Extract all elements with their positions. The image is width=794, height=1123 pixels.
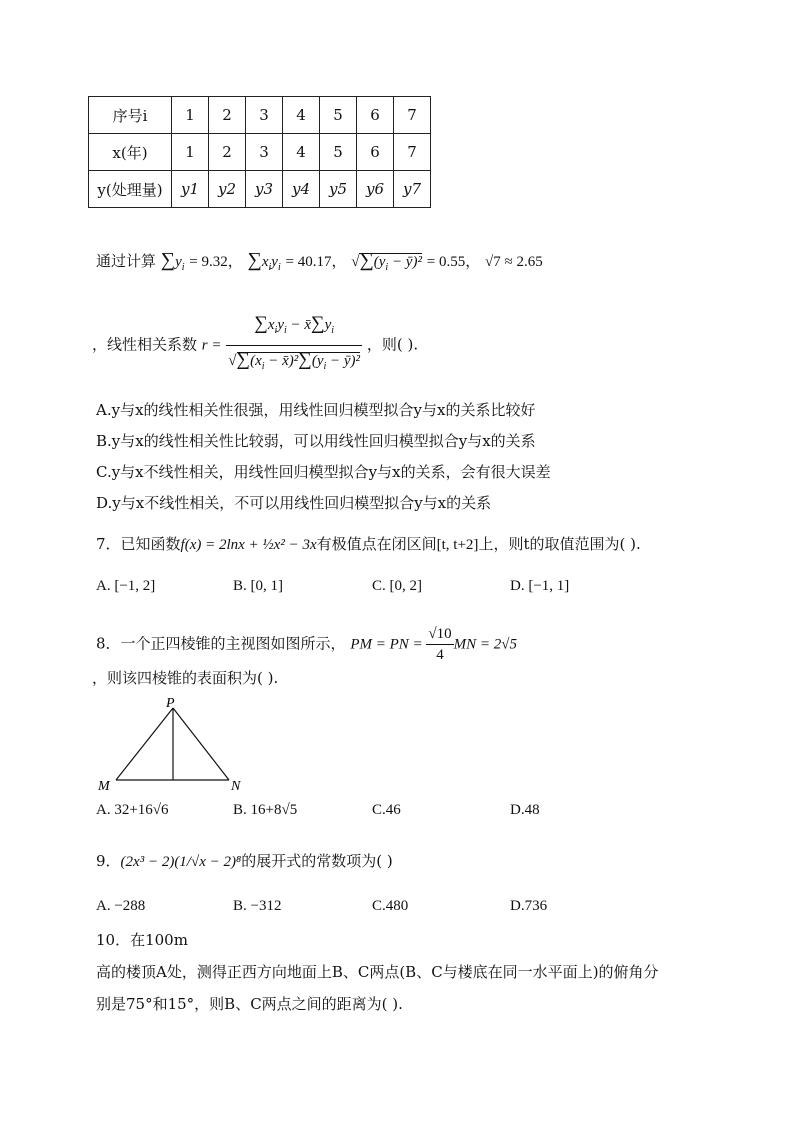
table-cell: 1 <box>172 134 209 171</box>
sum-y-value: = 9.32， <box>189 254 243 270</box>
sum-xy-var: $x_iy_i$ <box>261 254 281 273</box>
q9-stem-text: 的展开式的常数项为( ) <box>241 852 393 870</box>
row-header: x(年) <box>89 134 172 171</box>
table-cell: y6 <box>357 171 394 208</box>
table-cell: 1 <box>172 97 209 134</box>
sqrt7-value: √7 ≈ 2.65 <box>485 254 543 270</box>
edge-pm <box>116 708 173 780</box>
q9-option-c: C.480 <box>372 898 409 914</box>
q8-option-b: B. 16+8√5 <box>233 802 298 818</box>
q8-option-a: A. 32+16√6 <box>96 802 169 818</box>
q8-stem-b: ，则该四棱锥的表面积为( ). <box>92 669 279 687</box>
q7-stem-c: 上，则t的取值范围为( ). <box>478 535 641 553</box>
table-cell: y3 <box>246 171 283 208</box>
q8-fraction: $\frac{√10}{4}$ <box>428 626 452 663</box>
q8-pyramid-figure <box>96 694 256 794</box>
table-cell: y1 <box>172 171 209 208</box>
q8-stem-a: 8．一个正四棱锥的主视图如图所示， <box>96 634 346 653</box>
given-line <box>96 250 543 278</box>
r-formula-line <box>92 310 418 381</box>
table-cell: y5 <box>320 171 357 208</box>
table-cell: 2 <box>209 134 246 171</box>
r-prefix: ，线性相关系数 <box>92 335 198 354</box>
table-cell: 5 <box>320 134 357 171</box>
q8-cond-b: MN = 2√5 <box>453 636 517 653</box>
q8-option-d: D.48 <box>510 802 540 818</box>
label-n: N <box>231 779 241 794</box>
q8-cond: PM = PN = <box>350 636 427 653</box>
table-cell: 7 <box>394 134 431 171</box>
table-cell: 2 <box>209 97 246 134</box>
q8-option-c: C.46 <box>372 802 401 818</box>
q7-stem-b: 有极值点在闭区间 <box>316 535 437 553</box>
table-cell: y4 <box>283 171 320 208</box>
q7-option-d: D. [−1, 1] <box>510 578 570 594</box>
q8-stem <box>96 624 517 665</box>
q7-interval: [t, t+2] <box>436 537 479 553</box>
q10-line2: 高的楼顶A处，测得正西方向地面上B、C两点(B、C与楼底在同一水平面上)的俯角分 <box>96 963 659 981</box>
table-cell: y7 <box>394 171 431 208</box>
q9-option-a: A. −288 <box>96 898 146 914</box>
q7-stem <box>96 534 641 555</box>
table-cell: y2 <box>209 171 246 208</box>
q10-line1: 10．在100m <box>96 931 188 949</box>
table-cell: 6 <box>357 97 394 134</box>
q6-option: D.y与x不线性相关，不可以用线性回归模型拟合y与x的关系 <box>96 494 492 512</box>
sum-symbol: ∑ <box>160 249 176 271</box>
label-p: P <box>166 696 175 711</box>
table-cell: 5 <box>320 97 357 134</box>
table-cell: 6 <box>357 134 394 171</box>
table-row <box>89 171 431 208</box>
row-header: 序号i <box>89 97 172 134</box>
sqrt-dev-value: = 0.55， <box>426 254 481 270</box>
q7-option-a: A. [−1, 2] <box>96 578 156 594</box>
q10-line3: 别是75°和15°，则B、C两点之间的距离为( ). <box>96 995 403 1013</box>
table-cell: 3 <box>246 97 283 134</box>
q9-stem: 9．(2x³ − 2)(1/√x − 2)⁸的展开式的常数项为( ) <box>96 852 393 870</box>
q7-option-b: B. [0, 1] <box>233 578 283 594</box>
sum-symbol-2: ∑ <box>247 249 262 271</box>
table-cell: 7 <box>394 97 431 134</box>
table-cell: 3 <box>246 134 283 171</box>
edge-pn <box>173 708 229 780</box>
r-fraction: $\frac{\sum x_iy_i - x̄\sum y_i}{√\sum(x_i - x̄)^2\sum(y_i - ȳ)^2}$ <box>226 310 362 381</box>
row-header: y(处理量) <box>89 171 172 208</box>
table-row <box>89 97 431 134</box>
q7-stem-a: 7．已知函数 <box>96 535 181 553</box>
q7-function: f(x) = 2lnx + ½x² − 3x <box>180 537 317 553</box>
table-cell: 4 <box>283 134 320 171</box>
q6-option: A.y与x的线性相关性很强，用线性回归模型拟合y与x的关系比较好 <box>96 401 536 419</box>
q7-option-c: C. [0, 2] <box>372 578 422 594</box>
table-row <box>89 134 431 171</box>
q6-option: C.y与x不线性相关，用线性回归模型拟合y与x的关系，会有很大误差 <box>96 463 551 481</box>
q9-expression: (2x³ − 2)(1/√x − 2)⁸ <box>120 854 242 870</box>
data-table <box>88 96 431 208</box>
r-var: r = <box>201 337 222 354</box>
sum-y-var: $y_i$ <box>175 254 185 273</box>
q9-option-d: D.736 <box>510 898 548 914</box>
q6-option: B.y与x的线性相关性比较弱，可以用线性回归模型拟合y与x的关系 <box>96 432 536 450</box>
q9-option-b: B. −312 <box>233 898 282 914</box>
sum-xy-value: = 40.17， <box>285 254 347 270</box>
label-m: M <box>98 779 110 794</box>
r-suffix: ，则( ). <box>366 335 419 354</box>
given-prefix: 通过计算 <box>96 252 157 270</box>
sqrt-dev-expr: $√\sum(y_i$ − ȳ)² <box>351 249 422 273</box>
table-cell: 4 <box>283 97 320 134</box>
